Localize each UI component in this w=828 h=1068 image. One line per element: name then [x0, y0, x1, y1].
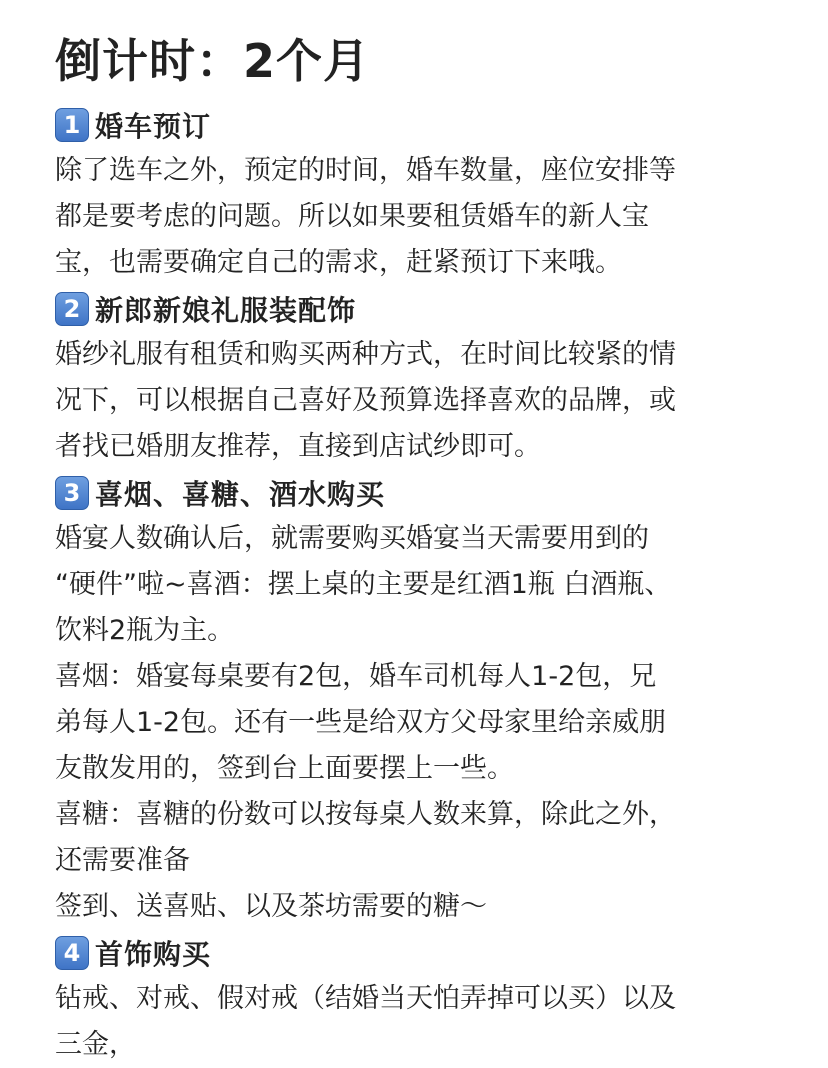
page-title: 倒计时：2个月 — [55, 34, 371, 88]
number-2-icon: 2 — [55, 292, 89, 326]
text-line: 钻戒、对戒、假对戒（结婚当天怕弄掉可以买）以及 — [55, 983, 676, 1014]
text-line: 都是要考虑的问题。所以如果要租赁婚车的新人宝 — [55, 201, 649, 232]
text-line: 婚宴人数确认后，就需要购买婚宴当天需要用到的 — [55, 523, 649, 554]
text-line: 喜烟：婚宴每桌要有2包，婚车司机每人1-2包，兄 — [55, 661, 657, 692]
document-page — [55, 26, 815, 1068]
section-header — [55, 286, 815, 332]
section-header — [55, 930, 815, 976]
text-line: 饮料2瓶为主。 — [55, 615, 235, 646]
section-heading: 首饰购买 — [95, 938, 212, 971]
text-line: 婚纱礼服有租赁和购买两种方式，在时间比较紧的情 — [55, 339, 676, 370]
section-1 — [55, 102, 815, 286]
section-heading: 新郎新娘礼服装配饰 — [95, 294, 357, 327]
section-header — [55, 102, 815, 148]
section-heading: 婚车预订 — [95, 110, 212, 143]
text-line: 宝，也需要确定自己的需求，赶紧预订下来哦。 — [55, 247, 622, 278]
number-1-icon: 1 — [55, 108, 89, 142]
section-body — [55, 976, 815, 1068]
text-line: 况下，可以根据自己喜好及预算选择喜欢的品牌，或 — [55, 385, 676, 416]
section-heading: 喜烟、喜糖、酒水购买 — [95, 478, 386, 511]
section-body — [55, 516, 815, 930]
text-line: 喜糖：喜糖的份数可以按每桌人数来算，除此之外， — [55, 799, 676, 830]
section-header — [55, 470, 815, 516]
text-line: 弟每人1-2包。还有一些是给双方父母家里给亲威朋 — [55, 707, 667, 738]
text-line: 还需要准备 — [55, 845, 190, 876]
text-line: 签到、送喜贴、以及茶坊需要的糖～ — [55, 891, 487, 922]
text-line: 三金， — [55, 1029, 136, 1060]
section-body — [55, 148, 815, 286]
number-3-icon: 3 — [55, 476, 89, 510]
section-3 — [55, 470, 815, 930]
text-line: 者找已婚朋友推荐，直接到店试纱即可。 — [55, 431, 541, 462]
text-line: 除了选车之外，预定的时间，婚车数量，座位安排等 — [55, 155, 676, 186]
section-4 — [55, 930, 815, 1068]
section-2 — [55, 286, 815, 470]
text-line: “硬件”啦~喜酒：摆上桌的主要是红酒1瓶 白酒瓶、 — [55, 569, 672, 600]
section-body — [55, 332, 815, 470]
number-4-icon: 4 — [55, 936, 89, 970]
text-line: 友散发用的，签到台上面要摆上一些。 — [55, 753, 514, 784]
